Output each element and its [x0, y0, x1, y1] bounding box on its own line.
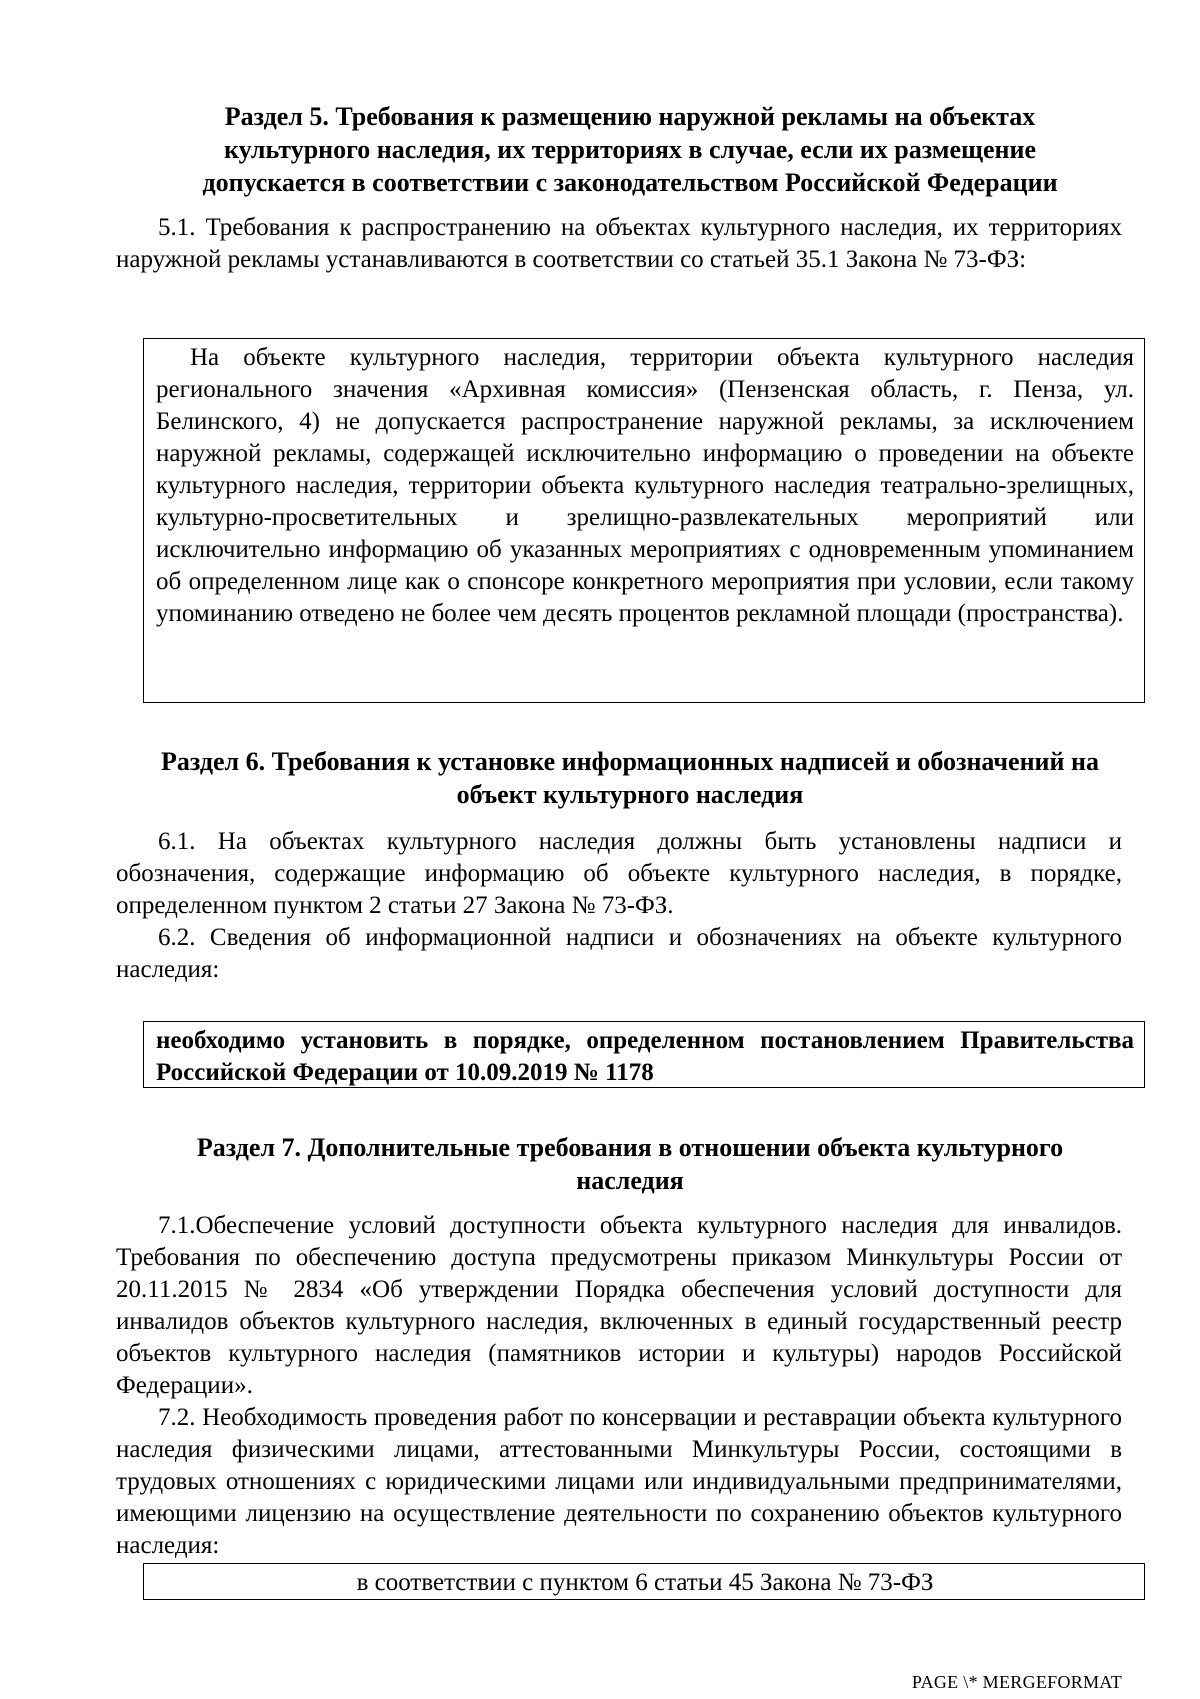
page-footer-field: PAGE \* MERGEFORMAT [911, 1672, 1122, 1692]
section-7-box-text: в соответствии с пунктом 6 статьи 45 Закона № 73-ФЗ [356, 1569, 934, 1596]
section-6-paragraph-1: 6.1. На объектах культурного наследия должны быть установлены надписи и обозначения, содержащие информацию об объекте культурного наследия, в порядке, определенном пунктом 2 статьи 27 Закона № 73-ФЗ. [116, 828, 1122, 919]
section-7-paragraph-2: 7.2. Необходимость проведения работ по консервации и реставрации объекта культурного наследия физическими лицами, аттестованными Минкультуры России, состоящими в трудовых отношениях с юридическими лицами или индивидуальными предпринимателями, имеющими лицензию на осуществление деятельности по сохранению объектов культурного наследия: [116, 1404, 1122, 1559]
section-5-heading: Раздел 5. Требования к размещению наружной рекламы на объектах культурного наследия, их территориях в случае, если их размещение допускается в соответствии с законодательством Российской Федерации [202, 102, 1058, 197]
section-6-heading: Раздел 6. Требования к установке информационных надписей и обозначений на объект культурного наследия [160, 747, 1100, 809]
section-7-paragraph-1: 7.1.Обеспечение условий доступности объекта культурного наследия для инвалидов. Требования по обеспечению доступа предусмотрены приказом Минкультуры России от 20.11.2015 № 2834 «Об утверждении Порядка обеспечения условий доступности для инвалидов объектов культурного наследия, включенных в единый государственный реестр объектов культурного наследия (памятников истории и культуры) народов Российской Федерации». [116, 1212, 1122, 1399]
section-6-requirement-box [143, 1021, 1145, 1088]
section-7-requirement-box [143, 1563, 1145, 1600]
section-5-paragraph-1: 5.1. Требования к распространению на объектах культурного наследия, их территориях наружной рекламы устанавливаются в соответствии со статьей 35.1 Закона № 73-ФЗ: [116, 214, 1122, 273]
section-6-box-text: необходимо установить в порядке, определенном постановлением Правительства Российской Федерации от 10.09.2019 № 1178 [156, 1027, 1134, 1086]
section-7-heading: Раздел 7. Дополнительные требования в отношении объекта культурного наследия [196, 1133, 1064, 1195]
section-6-paragraph-2: 6.2. Сведения об информационной надписи и обозначениях на объекте культурного наследия: [116, 924, 1122, 983]
section-5-requirement-box [143, 338, 1145, 703]
section-5-box-text: На объекте культурного наследия, территории объекта культурного наследия регионального значения «Архивная комиссия» (Пензенская область, г. Пенза, ул. Белинского, 4) не допускается распространение наружной рекламы, за исключением наружной рекламы, содержащей исключительно информацию о проведении на объекте культурного наследия, территории объекта культурного наследия театрально-зрелищных, культурно-просветительных и зрелищно-развлекательных мероприятий или исключительно информацию об указанных мероприятиях с одновременным упоминанием об определенном лице как о спонсоре конкретного мероприятия при условии, если такому упоминанию отведено не более чем десять процентов рекламной площади (пространства). [156, 344, 1134, 627]
